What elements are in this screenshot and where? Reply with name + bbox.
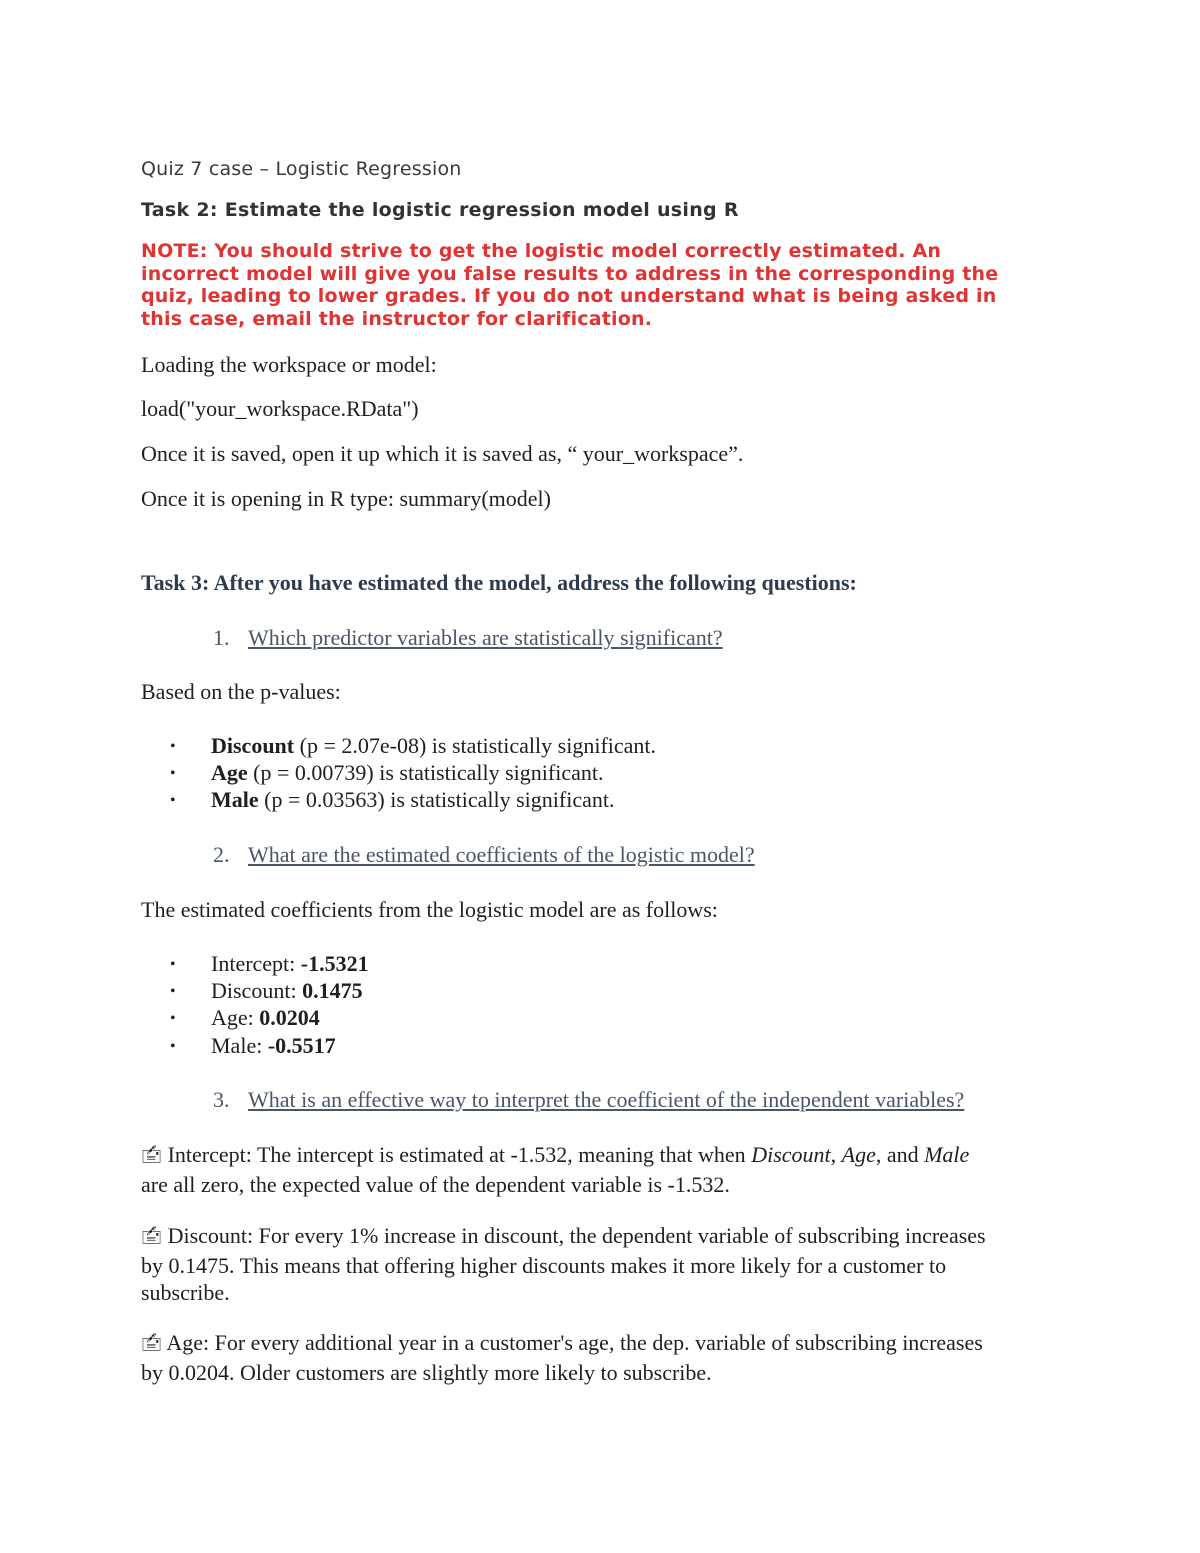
writing-hand-icon: 🖆 [141, 1227, 163, 1248]
var-name: Age [211, 760, 248, 785]
interp-line: subscribe. [141, 1280, 230, 1305]
task2-heading: Task 2: Estimate the logistic regression model using R [141, 199, 739, 221]
bullet-icon: • [170, 738, 176, 755]
interp-line [141, 1141, 1061, 1171]
bullet-icon: • [170, 983, 176, 1000]
list-item [170, 1033, 336, 1059]
pvalues-intro: Based on the p-values: [141, 679, 341, 704]
interp-line [141, 1222, 1061, 1252]
load-command: load("your_workspace.RData") [141, 396, 419, 421]
coef-label: Male: [211, 1033, 268, 1058]
coef-value: 0.1475 [302, 978, 363, 1003]
separator: , and [875, 1142, 925, 1167]
coef-value: -1.5321 [300, 951, 369, 976]
coef-label: Age: [211, 1005, 260, 1030]
doc-title: Quiz 7 case – Logistic Regression [141, 158, 462, 180]
question-number: 3. [213, 1087, 230, 1112]
writing-hand-icon: 🖆 [141, 1146, 163, 1167]
once-opening-text: Once it is opening in R type: summary(model) [141, 486, 551, 511]
bullet-icon: • [170, 765, 176, 782]
note-line: incorrect model will give you false results to address in the corresponding the [141, 262, 999, 285]
bullet-icon: • [170, 792, 176, 809]
separator: , [830, 1142, 842, 1167]
var-detail: (p = 0.00739) is statistically significant. [247, 760, 604, 785]
interp-text: Discount: For every 1% increase in discount, the dependent variable of subscribing increases [167, 1223, 986, 1248]
var-age: Age [841, 1142, 876, 1167]
note-line: this case, email the instructor for clarification. [141, 308, 653, 331]
task3-heading: Task 3: After you have estimated the model, address the following questions: [141, 570, 857, 595]
coef-intro: The estimated coefficients from the logistic model are as follows: [141, 897, 718, 922]
question-text: What are the estimated coefficients of the logistic model? [248, 842, 755, 867]
interp-discount [141, 1222, 1061, 1307]
interp-line: by 0.1475. This means that offering higher discounts makes it more likely for a customer to [141, 1252, 947, 1278]
var-discount: Discount [751, 1142, 831, 1167]
bullet-icon: • [170, 1038, 176, 1055]
list-item [170, 733, 656, 759]
loading-text: Loading the workspace or model: [141, 352, 437, 377]
bullet-icon: • [170, 1010, 176, 1027]
var-name: Discount [211, 733, 295, 758]
interp-line: are all zero, the expected value of the dependent variable is -1.532. [141, 1171, 730, 1197]
question-3 [213, 1087, 964, 1113]
once-saved-text: Once it is saved, open it up which it is saved as, “ your_workspace”. [141, 441, 744, 466]
coef-value: -0.5517 [267, 1033, 336, 1058]
note-warning [141, 240, 1061, 331]
var-name: Male [211, 787, 259, 812]
bullet-icon: • [170, 956, 176, 973]
question-1 [213, 625, 723, 651]
note-line: quiz, leading to lower grades. If you do not understand what is being asked in [141, 285, 997, 308]
var-male: Male [924, 1142, 970, 1167]
list-item [170, 760, 603, 786]
interp-line [141, 1329, 1061, 1359]
list-item [170, 1005, 320, 1031]
question-number: 2. [213, 842, 230, 867]
question-number: 1. [213, 625, 230, 650]
coef-label: Discount: [211, 978, 303, 1003]
question-text: Which predictor variables are statistically significant? [248, 625, 723, 650]
writing-hand-icon: 🖆 [141, 1334, 163, 1355]
interp-text: Intercept: The intercept is estimated at -1.532, meaning that when [167, 1142, 752, 1167]
question-2 [213, 842, 755, 868]
interp-intercept [141, 1141, 1061, 1198]
coef-label: Intercept: [211, 951, 301, 976]
list-item [170, 951, 369, 977]
interp-line: by 0.0204. Older customers are slightly more likely to subscribe. [141, 1359, 712, 1385]
var-detail: (p = 2.07e-08) is statistically significant. [294, 733, 657, 758]
question-text: What is an effective way to interpret the coefficient of the independent variables? [248, 1087, 965, 1112]
coef-value: 0.0204 [259, 1005, 320, 1030]
list-item [170, 787, 614, 813]
list-item [170, 978, 363, 1004]
interp-age [141, 1329, 1061, 1386]
note-line: NOTE: You should strive to get the logistic model correctly estimated. An [141, 240, 942, 262]
var-detail: (p = 0.03563) is statistically significant. [258, 787, 615, 812]
interp-text: Age: For every additional year in a customer's age, the dep. variable of subscribing increases [166, 1330, 983, 1355]
